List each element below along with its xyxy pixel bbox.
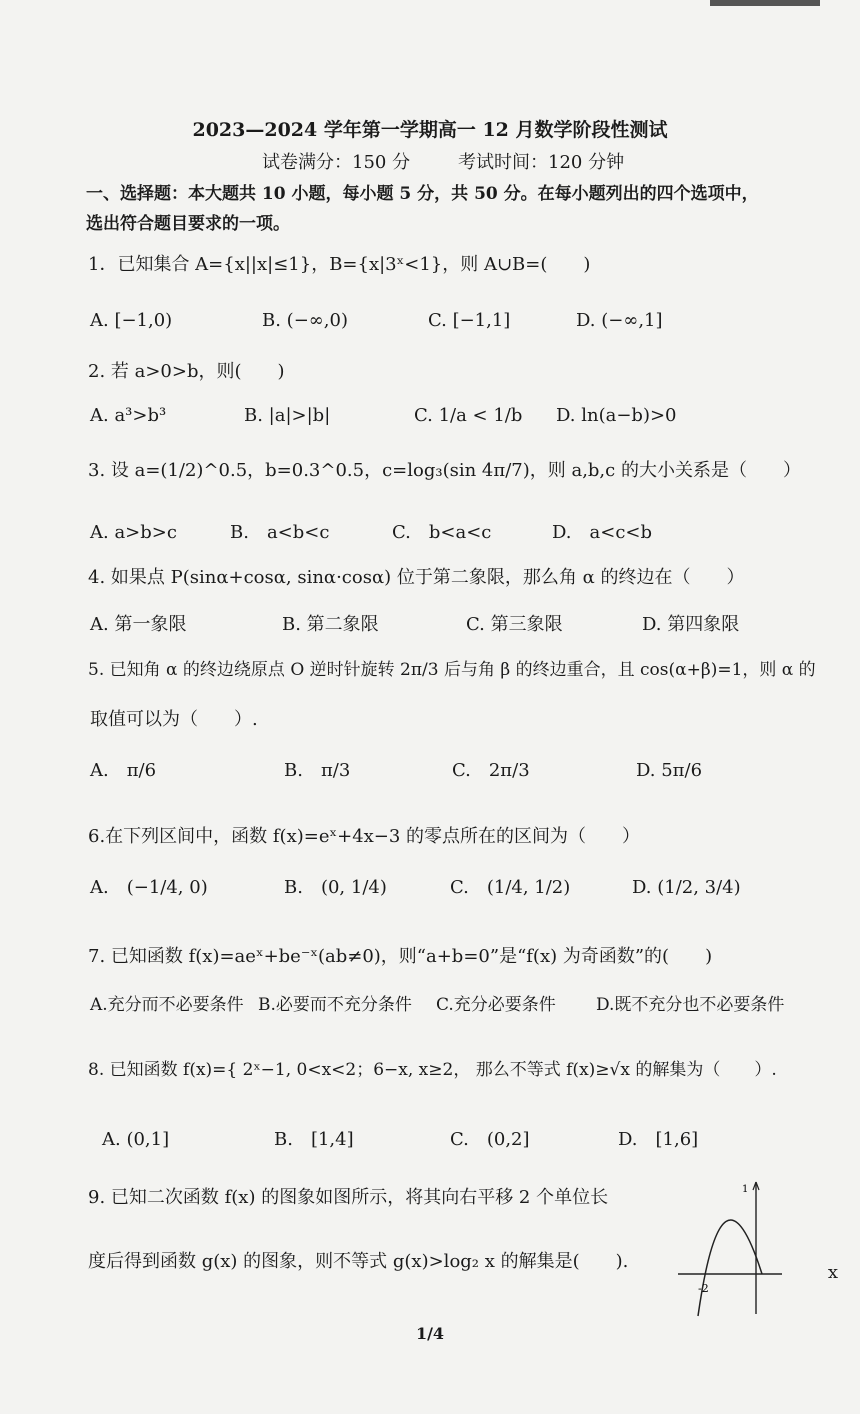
question-3-option-b: B. a<b<c xyxy=(230,522,330,543)
score-info: 试卷满分：150 分 xyxy=(262,152,411,173)
question-7-option-a: A.充分而不必要条件 xyxy=(90,995,244,1015)
question-8-option-c: C. (0,2] xyxy=(450,1129,530,1150)
question-4-option-c: C. 第三象限 xyxy=(466,614,563,635)
question-7-option-d: D.既不充分也不必要条件 xyxy=(596,995,785,1015)
graph-label-y: 1 xyxy=(742,1184,749,1195)
question-2-option-a: A. a³>b³ xyxy=(90,405,167,426)
question-4-stem: 4. 如果点 P(sinα+cosα, sinα·cosα) 位于第二象限，那么角 α 的终边在（ ） xyxy=(88,567,745,588)
question-1-stem: 1．已知集合 A={x||x|≤1}，B={x|3ˣ<1}，则 A∪B=( ) xyxy=(88,254,591,275)
question-2-stem: 2. 若 a>0>b，则( ) xyxy=(88,361,285,382)
question-4-option-a: A. 第一象限 xyxy=(90,614,187,635)
question-5-stem: 5. 已知角 α 的终边绕原点 O 逆时针旋转 2π/3 后与角 β 的终边重合，且 cos(α+β)=1，则 α 的 xyxy=(88,660,816,680)
question-6-option-a: A. (−1/4, 0) xyxy=(90,877,208,898)
question-8-option-b: B. [1,4] xyxy=(274,1129,354,1150)
question-8-stem: 8. 已知函数 f(x)={ 2ˣ−1, 0<x<2；6−x, x≥2， 那么不等式 f(x)≥√x 的解集为（ ）. xyxy=(88,1060,777,1080)
question-6-option-b: B. (0, 1/4) xyxy=(284,877,387,898)
question-4-option-b: B. 第二象限 xyxy=(282,614,379,635)
question-3-stem: 3. 设 a=(1/2)^0.5，b=0.3^0.5，c=log₃(sin 4π/7)，则 a,b,c 的大小关系是（ ） xyxy=(88,460,801,481)
question-9-stem: 9. 已知二次函数 f(x) 的图象如图所示，将其向右平移 2 个单位长 xyxy=(88,1187,609,1208)
edge-label-x: x xyxy=(827,1262,838,1283)
section-heading-line2: 选出符合题目要求的一项。 xyxy=(86,214,290,234)
question-9-stem-cont: 度后得到函数 g(x) 的图象，则不等式 g(x)>log₂ x 的解集是( ). xyxy=(88,1251,629,1272)
question-5-option-b: B. π/3 xyxy=(284,760,351,781)
question-2-option-c: C. 1/a < 1/b xyxy=(414,405,523,426)
exam-title: 2023—2024 学年第一学期高一 12 月数学阶段性测试 xyxy=(192,119,668,141)
scan-mark xyxy=(710,0,820,6)
question-1-option-a: A. [−1,0) xyxy=(90,310,173,331)
section-heading-line1: 一、选择题：本大题共 10 小题，每小题 5 分，共 50 分。在每小题列出的四个选项中， xyxy=(86,184,759,204)
question-1-option-d: D. (−∞,1] xyxy=(576,310,663,331)
question-5-option-c: C. 2π/3 xyxy=(452,760,530,781)
graph-label-x: -2 xyxy=(698,1282,709,1295)
question-1-option-b: B. (−∞,0) xyxy=(262,310,348,331)
question-6-option-c: C. (1/4, 1/2) xyxy=(450,877,571,898)
question-3-option-c: C. b<a<c xyxy=(392,522,492,543)
question-4-option-d: D. 第四象限 xyxy=(642,614,740,635)
question-7-option-b: B.必要而不充分条件 xyxy=(258,995,412,1015)
question-3-option-d: D. a<c<b xyxy=(552,522,653,543)
question-6-stem: 6.在下列区间中，函数 f(x)=eˣ+4x−3 的零点所在的区间为（ ） xyxy=(88,826,641,847)
question-8-option-a: A. (0,1] xyxy=(102,1129,170,1150)
question-5-stem-cont: 取值可以为（ ）. xyxy=(90,709,258,730)
question-5-option-d: D. 5π/6 xyxy=(636,760,703,781)
question-2-option-b: B. |a|>|b| xyxy=(244,405,331,426)
question-7-stem: 7. 已知函数 f(x)=aeˣ+be⁻ˣ(ab≠0)，则“a+b=0”是“f(x) 为奇函数”的( ) xyxy=(88,946,713,967)
time-info: 考试时间：120 分钟 xyxy=(458,152,625,173)
parabola-graph xyxy=(676,1178,786,1318)
question-8-option-d: D. [1,6] xyxy=(618,1129,699,1150)
question-3-option-a: A. a>b>c xyxy=(90,522,177,543)
question-7-option-c: C.充分必要条件 xyxy=(436,995,556,1015)
question-1-option-c: C. [−1,1] xyxy=(428,310,511,331)
question-6-option-d: D. (1/2, 3/4) xyxy=(632,877,741,898)
parabola-curve xyxy=(698,1220,762,1316)
page-number: 1/4 xyxy=(415,1324,445,1343)
question-2-option-d: D. ln(a−b)>0 xyxy=(556,405,677,426)
question-5-option-a: A. π/6 xyxy=(90,760,157,781)
